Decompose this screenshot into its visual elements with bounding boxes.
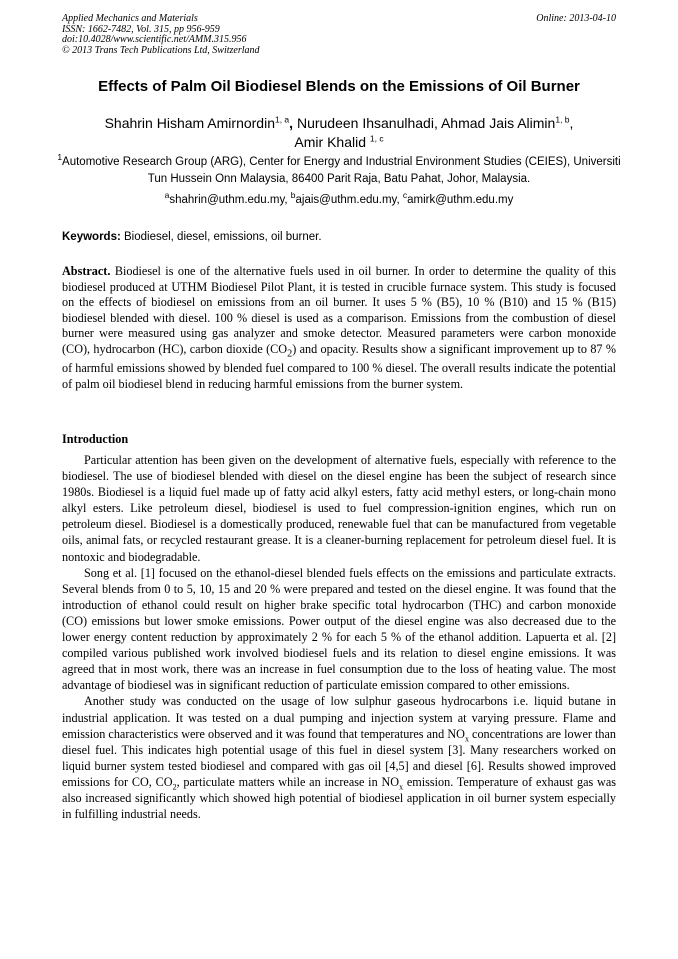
paragraph: Song et al. [1] focused on the ethanol-diesel blended fuels effects on the emissions and particulate extracts. Several blends from 0 to 5, 10, 15 and 20 % were prepared and tested on the diesel engine. It was found that the introduction of ethanol could result on higher brake specific total hydrocarbon (THC) and carbon monoxide (CO) emissions but lower smoke emissions. Power output of the diesel engine was also decreased due to the lower energy content reduction by approximately 2 % for each 5 % of the ethanol addition. Lapuerta et al. [2] compiled various published work involved biodiesel fuels and its relation to diesel engine emissions. It was agreed that in most work, there was an increase in fuel consumption due to the loss of heating value. The most advantage of biodiesel was in significant reduction of particulate emission compared to other emissions.: [62, 565, 616, 693]
paragraph-text: concentrations are lower than diesel fuel. This indicates high potential usage of this fuel in diesel system [3]. Many researchers worked on liquid burner system tested biodiesel and compared with gas oil [4,5] and diesel [6]. Results showed improved emissions for CO, CO: [62, 726, 616, 789]
copyright-line: © 2013 Trans Tech Publications Ltd, Switzerland: [62, 44, 260, 56]
online-date: Online: 2013-04-10: [536, 13, 616, 24]
email-mark: c: [402, 190, 408, 201]
email-link[interactable]: shahrin@uthm.edu.my,: [169, 194, 291, 206]
email-link[interactable]: amirk@uthm.edu.my: [407, 194, 514, 206]
subscript: 2: [287, 347, 293, 359]
email-mark: b: [290, 190, 296, 201]
abstract-text: Biodiesel is one of the alternative fuels used in oil burner. In order to determine the quality of this biodiesel produced at UTHM Biodiesel Pilot Plant, it is tested in crucible furnace system. This study is focused on the effects of biodiesel on emissions from an oil burner. It uses 5 % (B5), 10 % (B10) and 15 % (B15) biodiesel blended with diesel. 100 % diesel is used as a comparison. Emissions from the combustion of diesel burner were measured using gas analyzer and smoke detector. Measured parameters were carbon monoxide (CO), hydrocarbon (HC), carbon dioxide (CO: [62, 264, 616, 356]
author-name: Nurudeen Ihsanulhadi, Ahmad Jais Alimin: [296, 115, 556, 131]
paragraph: [62, 693, 616, 822]
author-affiliation-mark: 1, b: [555, 114, 570, 125]
email-list: [52, 190, 626, 206]
author-name: Amir Khalid: [294, 134, 370, 150]
abstract-label: Abstract.: [62, 264, 111, 278]
paper-title: Effects of Palm Oil Biodiesel Blends on the Emissions of Oil Burner: [98, 78, 580, 95]
author-list: [40, 114, 638, 152]
paragraph-text: Another study was conducted on the usage of low sulphur gaseous hydrocarbons i.e. liquid butane in industrial application. It was tested on a dual pumping and injection system at varying pressure. Flame and emission characteristics were observed and it was found that temperatures and NO: [62, 694, 616, 741]
doi-line[interactable]: doi:10.4028/www.scientific.net/AMM.315.956: [62, 34, 247, 45]
abstract-text: ) and opacity. Results show a significant improvement up to 87 % of harmful emissions showed by blended fuel compared to 100 % diesel. The overall results indicate the potential of palm oil biodiesel blend in reducing harmful emissions from the burner system.: [62, 341, 616, 391]
keywords-text: Biodiesel, diesel, emissions, oil burner.: [120, 231, 322, 243]
paragraph: Particular attention has been given on the development of alternative fuels, especially with reference to the biodiesel. The use of biodiesel blended with diesel on the diesel engine has been the subject of research since 1980s. Biodiesel is a liquid fuel made up of fatty acid alkyl esters, fatty acid methyl esters, or long-chain mono alkyl esters. Like petroleum diesel, biodiesel is used to fuel compression-ignition engines, which run on petroleum diesel. Biodiesel is a domestically produced, renewable fuel that can be manufactured from vegetable oils, animal fats, or recycled restaurant grease. It is a cleaner-burning replacement for petroleum diesel fuel. It is nontoxic and biodegradable.: [62, 453, 616, 564]
email-mark: a: [164, 190, 170, 201]
issn-line: ISSN: 1662-7482, Vol. 315, pp 956-959: [62, 23, 220, 35]
section-heading-introduction: Introduction: [62, 432, 129, 446]
paragraph-text: emission. Temperature of exhaust gas was also increased significantly which showed high potential of biodiesel application in oil burner system especially in fulfilling industrial needs.: [62, 774, 616, 822]
keywords: [62, 231, 616, 243]
introduction-body: [62, 452, 616, 822]
keywords-label: Keywords:: [62, 231, 121, 243]
subscript: 2: [172, 782, 177, 792]
author-separator: ,: [289, 115, 297, 131]
subscript: x: [399, 782, 404, 792]
author-separator: ,: [569, 115, 574, 131]
affiliation-text: Automotive Research Group (ARG), Center for Energy and Industrial Environment Studies (CEIES), Universiti Tun Hussein Onn Malaysia, 86400 Parit Raja, Batu Pahat, Johor, Malaysia.: [62, 156, 621, 185]
author-name: Shahrin Hisham Amirnordin: [104, 115, 275, 131]
journal-name: Applied Mechanics and Materials: [62, 13, 198, 24]
abstract: [62, 264, 616, 392]
affiliation: [52, 154, 626, 188]
author-affiliation-mark: 1, a: [274, 114, 290, 125]
journal-header: [62, 14, 260, 56]
email-link[interactable]: ajais@uthm.edu.my,: [295, 194, 403, 206]
paragraph-text: , particulate matters while an increase in NO: [176, 774, 400, 789]
affiliation-mark: 1: [57, 152, 63, 163]
author-affiliation-mark: 1, c: [369, 133, 384, 144]
subscript: x: [464, 734, 469, 744]
